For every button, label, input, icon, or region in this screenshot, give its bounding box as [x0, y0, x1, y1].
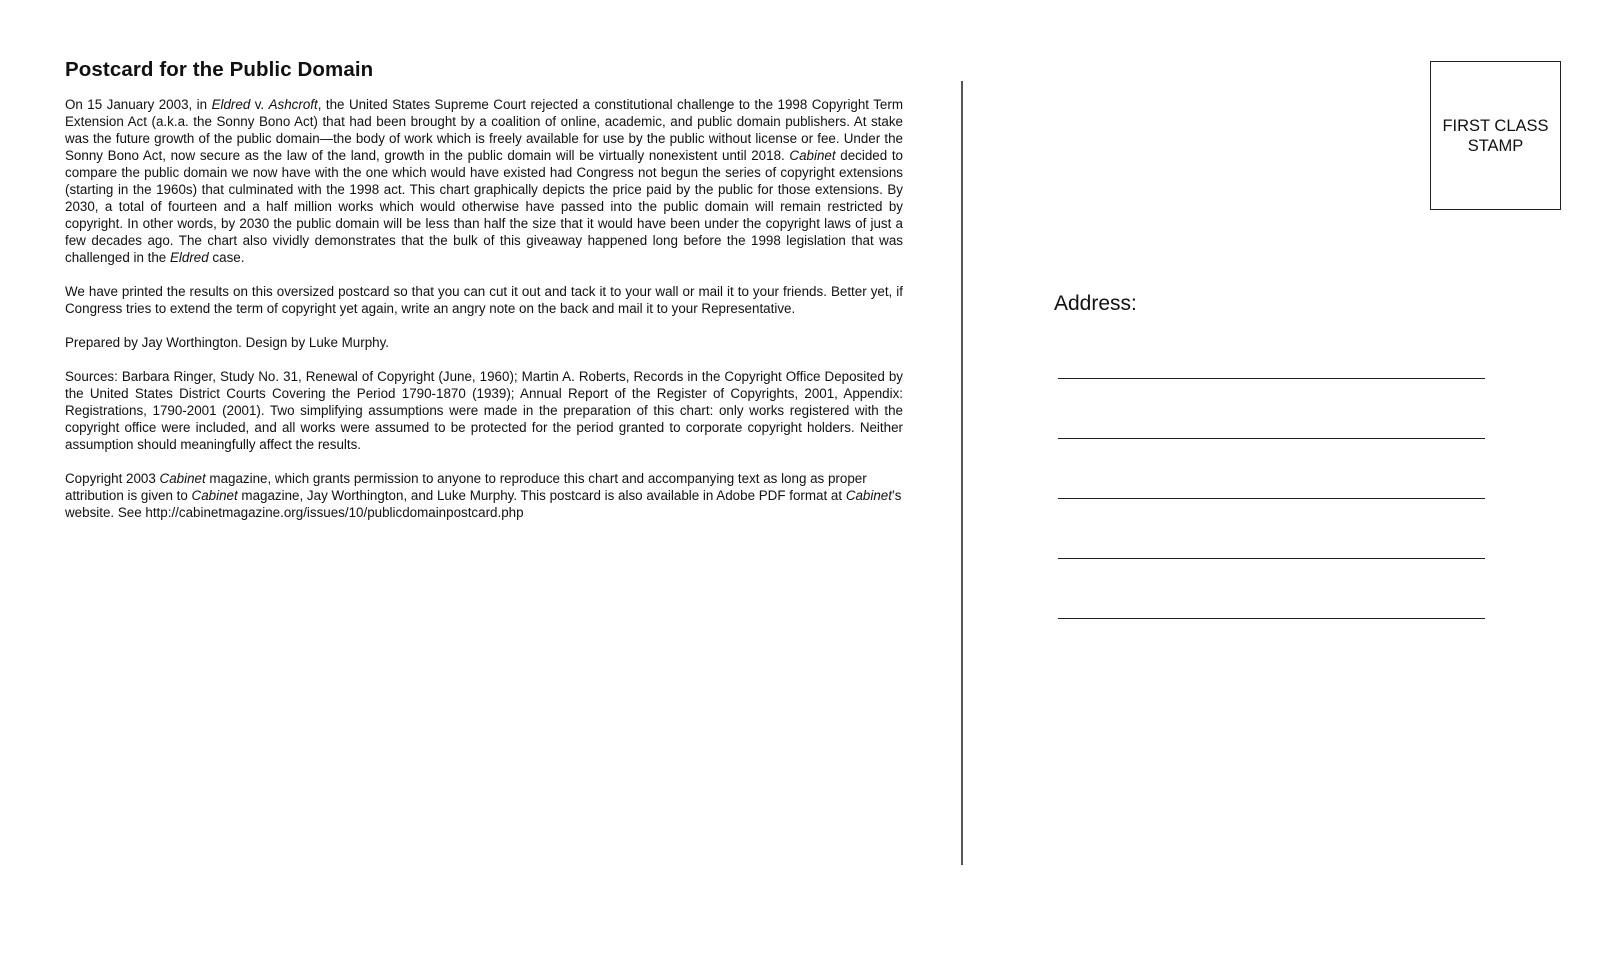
intro-text-2: v.: [250, 97, 269, 112]
copyright-paragraph: [65, 470, 903, 521]
center-divider: [961, 81, 963, 865]
address-line: [1058, 438, 1485, 439]
mailing-paragraph: We have printed the results on this oversized postcard so that you can cut it out and tack it to your wall or mail it to your friends. Better yet, if Congress tries to extend the term of copyright yet again, write an angry note on the back and mail it to your Representative.: [65, 284, 903, 316]
address-line: [1058, 378, 1485, 379]
address-line: [1058, 498, 1485, 499]
credits-paragraph: Prepared by Jay Worthington. Design by Luke Murphy.: [65, 335, 390, 350]
case-name-ashcroft: Ashcroft: [268, 97, 318, 112]
stamp-label: FIRST CLASS STAMP: [1442, 116, 1549, 155]
copyright-text-2: magazine, which grants permission to anyone to reproduce this chart and accompanying text as long as proper attribution is given to: [65, 471, 867, 503]
intro-text-1: On 15 January 2003, in: [65, 97, 212, 112]
copyright-text-1: Copyright 2003: [65, 471, 160, 486]
intro-text-4: decided to compare the public domain we now have with the one which would have existed had Congress not begun the series of copyright extensions (starting in the 1960s) that culminated with the 1998 act. This chart graphically depicts the price paid by the public for those extensions. By 2030, a total of fourteen and a half million works which would otherwise have passed into the public domain will remain restricted by copyright. In other words, by 2030 the public domain will be less than half the size that it would have been under the copyright laws of just a few decades ago. The chart also vividly demonstrates that the bulk of this giveaway happened long before the 1998 legislation that was challenged in the: [65, 148, 904, 265]
magazine-name: Cabinet: [789, 148, 836, 163]
message-side: [65, 57, 903, 538]
stamp-box: [1430, 61, 1561, 210]
magazine-name: Cabinet: [159, 471, 206, 486]
address-line: [1058, 618, 1485, 619]
copyright-text-3: magazine, Jay Worthington, and Luke Murphy. This postcard is also available in Adobe PDF format at: [237, 488, 846, 503]
intro-text-5: case.: [208, 250, 245, 265]
sources-paragraph: Sources: Barbara Ringer, Study No. 31, Renewal of Copyright (June, 1960); Martin A. Roberts, Records in the Copyright Office Deposited by the United States District Courts Covering the Period 1790-1870 (1939); Annual Report of the Register of Copyrights, 2001, Appendix: Registrations, 1790-2001 (2001). Two simplifying assumptions were made in the preparation of this chart: only works registered with the copyright office were included, and all works were assumed to be protected for the period granted to corporate copyright holders. Neither assumption should meaningfully affect the results.: [65, 369, 903, 452]
copyright-text-4: ’s website. See http://cabinetmagazine.org/issues/10/publicdomainpostcard.php: [65, 488, 902, 520]
address-line: [1058, 558, 1485, 559]
intro-text-3: , the United States Supreme Court rejected a constitutional challenge to the 1998 Copyright Term Extension Act (a.k.a. the Sonny Bono Act) that had been brought by a coalition of online, academic, and public domain publishers. At stake was the future growth of the public domain—the body of work which is freely available for use by the public without license or fee. Under the Sonny Bono Act, now secure as the law of the land, growth in the public domain will be virtually nonexistent until 2018.: [65, 97, 903, 163]
magazine-name: Cabinet: [845, 488, 892, 503]
case-name-eldred-2: Eldred: [169, 250, 209, 265]
address-label: Address:: [1054, 292, 1137, 315]
case-name-eldred: Eldred: [211, 97, 251, 112]
intro-paragraph: [65, 96, 903, 266]
magazine-name: Cabinet: [191, 488, 238, 503]
postcard-title: Postcard for the Public Domain: [65, 58, 374, 81]
